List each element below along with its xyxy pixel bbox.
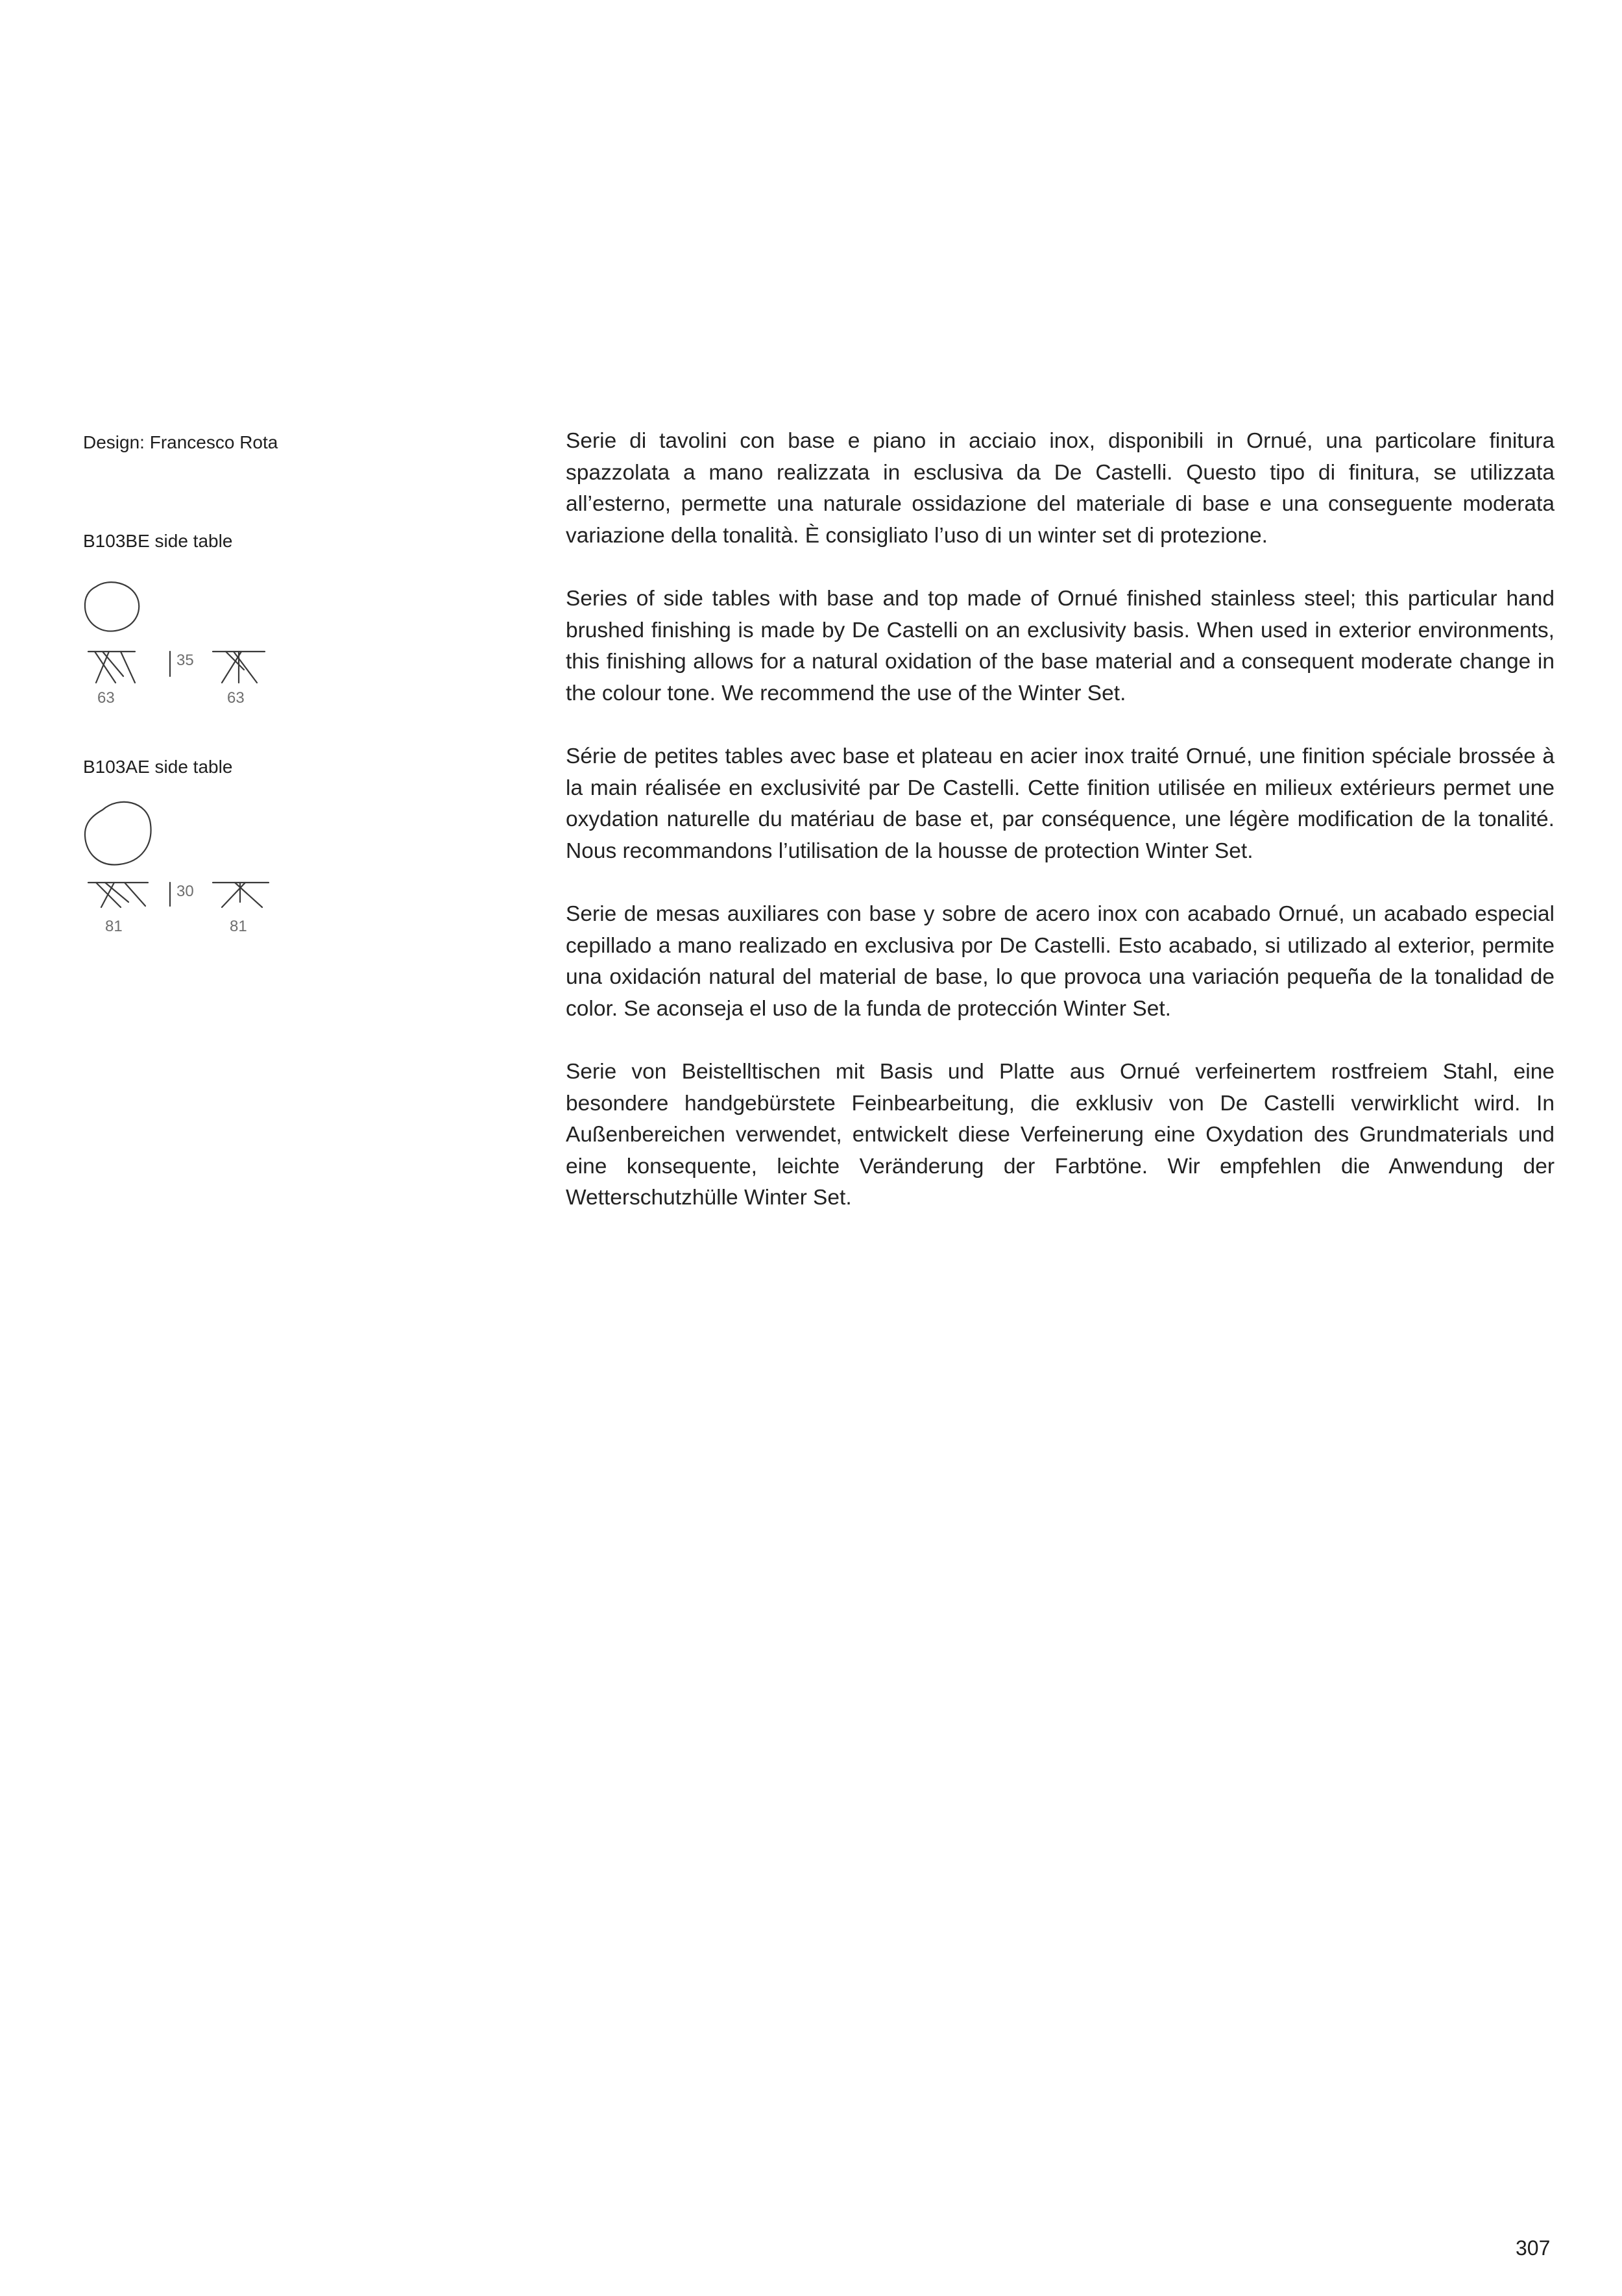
width-value-right: 81	[230, 918, 247, 935]
designer-credit: Design: Francesco Rota	[83, 432, 278, 452]
table-elevation-front-icon	[88, 883, 148, 907]
paragraph-english: Series of side tables with base and top made of Ornué finished stainless steel; this particular hand brushed finishing is made by De Castelli on an exclusivity basis. When used in exterior environments, this finishing allows for a natural oxidation of the base material and a consequent moderate change in the colour tone. We recommend the use of the Winter Set.	[566, 587, 1555, 705]
height-value: 35	[176, 652, 194, 669]
height-value: 30	[176, 883, 194, 900]
table-elevation-side-icon	[213, 652, 265, 683]
table-elevation-front-icon	[88, 652, 135, 683]
product-diagram-b103be	[83, 579, 291, 715]
paragraph-german: Serie von Beistelltischen mit Basis und Platte aus Ornué verfeinertem rostfreiem Stahl, eine besondere handgebürstete Feinbearbeitung, die exklusiv von De Castelli verwirklicht wird. In Außenbereichen verwendet, entwickelt diese Verfeinerung eine Oxydation des Grundmaterials und eine konsequente, leichte Veränderung der Farbtöne. Wir empfehlen die Anwendung der Wetterschutzhülle Winter Set.	[566, 1060, 1555, 1210]
paragraph-french: Série de petites tables avec base et plateau en acier inox traité Ornué, une finition spéciale brossée à la main réalisée en exclusivité par De Castelli. Cette finition utilisée en milieux extérieurs permet une oxydation naturelle du matériau de base et, par conséquence, une légère modification de la tonalité. Nous recommandons l’utilisation de la housse de protection Winter Set.	[566, 744, 1555, 863]
paragraph-italian: Serie di tavolini con base e piano in acciaio inox, disponibili in Ornué, una particolare finitura spazzolata a mano realizzata in esclusiva da De Castelli. Questo tipo di finitura, se utilizzata all’esterno, permette una naturale ossidazione del materiale di base e una conseguente moderata variazione della tonalità. È consigliato l’uso di un winter set di protezione.	[566, 429, 1555, 548]
width-value-left: 63	[97, 689, 115, 707]
paragraph-spanish: Serie de mesas auxiliares con base y sobre de acero inox con acabado Ornué, un acabado especial cepillado a mano realizado en exclusiva por De Castelli. Esto acabado, si utilizado al exterior, permite una oxidación natural del material de base, lo que provoca una variación pequeña de la tonalidad de color. Se aconseja el uso de la funda de protección Winter Set.	[566, 902, 1555, 1021]
product-description	[566, 426, 1555, 1246]
page-number: 307	[1516, 2236, 1551, 2260]
product-title-b103ae: B103AE side table	[83, 757, 233, 777]
product-title-b103be: B103BE side table	[83, 531, 233, 551]
width-value-left: 81	[105, 918, 123, 935]
table-elevation-side-icon	[213, 883, 269, 907]
width-value-right: 63	[227, 689, 245, 707]
product-diagram-b103ae	[83, 798, 291, 941]
